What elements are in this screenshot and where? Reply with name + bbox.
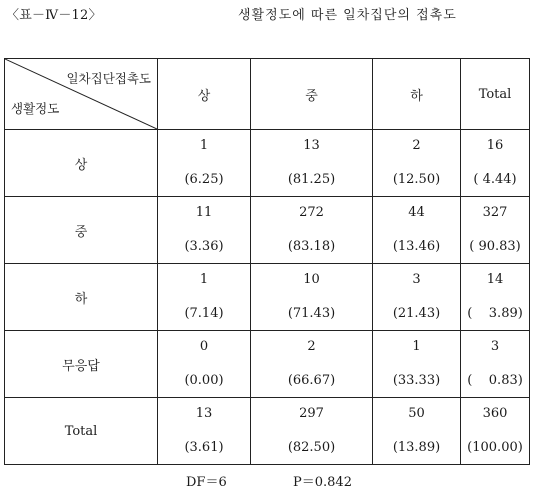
percent-value: (3.36) <box>184 239 224 254</box>
percent-value: (81.25) <box>287 172 336 187</box>
count-value: 44 <box>408 205 425 220</box>
data-cell <box>251 264 373 331</box>
data-cell <box>251 197 373 264</box>
percent-value: (7.14) <box>184 306 224 321</box>
data-cell <box>461 264 530 331</box>
header-row <box>5 59 530 130</box>
total-row <box>5 398 530 465</box>
row-header: Total <box>5 398 158 465</box>
row-header: 중 <box>5 197 158 264</box>
cross-tab-table <box>4 58 530 465</box>
data-cell <box>158 197 251 264</box>
count-value: 11 <box>195 205 213 220</box>
percent-value: ( 90.83) <box>469 239 521 254</box>
data-cell <box>373 398 461 465</box>
corner-cell <box>5 59 158 130</box>
data-cell <box>461 331 530 398</box>
percent-value: (0.00) <box>184 373 224 388</box>
count-value: 13 <box>195 406 213 421</box>
count-value: 1 <box>199 272 209 287</box>
count-value: 297 <box>299 406 324 421</box>
percent-value: ( 0.83) <box>467 373 523 388</box>
table-row <box>5 130 530 197</box>
data-cell <box>158 331 251 398</box>
column-header: 중 <box>251 59 373 130</box>
percent-value: (21.43) <box>392 306 441 321</box>
percent-value: (12.50) <box>392 172 441 187</box>
count-value: 14 <box>486 272 504 287</box>
table-row <box>5 264 530 331</box>
percent-value: (66.67) <box>287 373 336 388</box>
p-value: P＝0.842 <box>293 475 352 490</box>
column-header: 하 <box>373 59 461 130</box>
table-title: 생활정도에 따른 일차집단의 접촉도 <box>238 8 457 23</box>
data-cell <box>373 331 461 398</box>
count-value: 50 <box>408 406 425 421</box>
data-cell <box>251 130 373 197</box>
column-header: 상 <box>158 59 251 130</box>
data-cell <box>461 130 530 197</box>
count-value: 1 <box>412 339 421 354</box>
data-cell <box>373 130 461 197</box>
count-value: 3 <box>490 339 500 354</box>
count-value: 16 <box>486 138 504 153</box>
data-cell <box>158 264 251 331</box>
count-value: 2 <box>307 339 316 354</box>
data-cell <box>251 398 373 465</box>
table-row <box>5 197 530 264</box>
table-row <box>5 331 530 398</box>
data-cell <box>373 197 461 264</box>
percent-value: (83.18) <box>287 239 336 254</box>
column-header: Total <box>461 59 530 130</box>
data-cell <box>158 130 251 197</box>
count-value: 360 <box>482 406 508 421</box>
percent-value: (33.33) <box>392 373 441 388</box>
percent-value: ( 3.89) <box>467 306 523 321</box>
degrees-of-freedom: DF＝6 <box>186 475 227 490</box>
row-header: 무응답 <box>5 331 158 398</box>
count-value: 1 <box>199 138 209 153</box>
count-value: 272 <box>299 205 324 220</box>
data-cell <box>373 264 461 331</box>
count-value: 0 <box>199 339 209 354</box>
row-header: 상 <box>5 130 158 197</box>
percent-value: ( 4.44) <box>473 172 517 187</box>
count-value: 327 <box>482 205 508 220</box>
data-cell <box>461 398 530 465</box>
percent-value: (13.89) <box>392 440 441 455</box>
data-cell <box>461 197 530 264</box>
percent-value: (6.25) <box>184 172 224 187</box>
count-value: 13 <box>303 138 320 153</box>
percent-value: (13.46) <box>392 239 441 254</box>
count-value: 2 <box>412 138 421 153</box>
data-cell <box>251 331 373 398</box>
count-value: 10 <box>303 272 320 287</box>
percent-value: (100.00) <box>467 440 523 455</box>
table-caption: 〈표－Ⅳ－12〉 <box>6 8 102 23</box>
corner-row-label: 생활정도 <box>11 101 60 116</box>
percent-value: (71.43) <box>287 306 336 321</box>
percent-value: (3.61) <box>184 440 224 455</box>
row-header: 하 <box>5 264 158 331</box>
data-cell <box>158 398 251 465</box>
corner-column-label: 일차집단접촉도 <box>66 71 151 86</box>
percent-value: (82.50) <box>287 440 336 455</box>
count-value: 3 <box>412 272 421 287</box>
